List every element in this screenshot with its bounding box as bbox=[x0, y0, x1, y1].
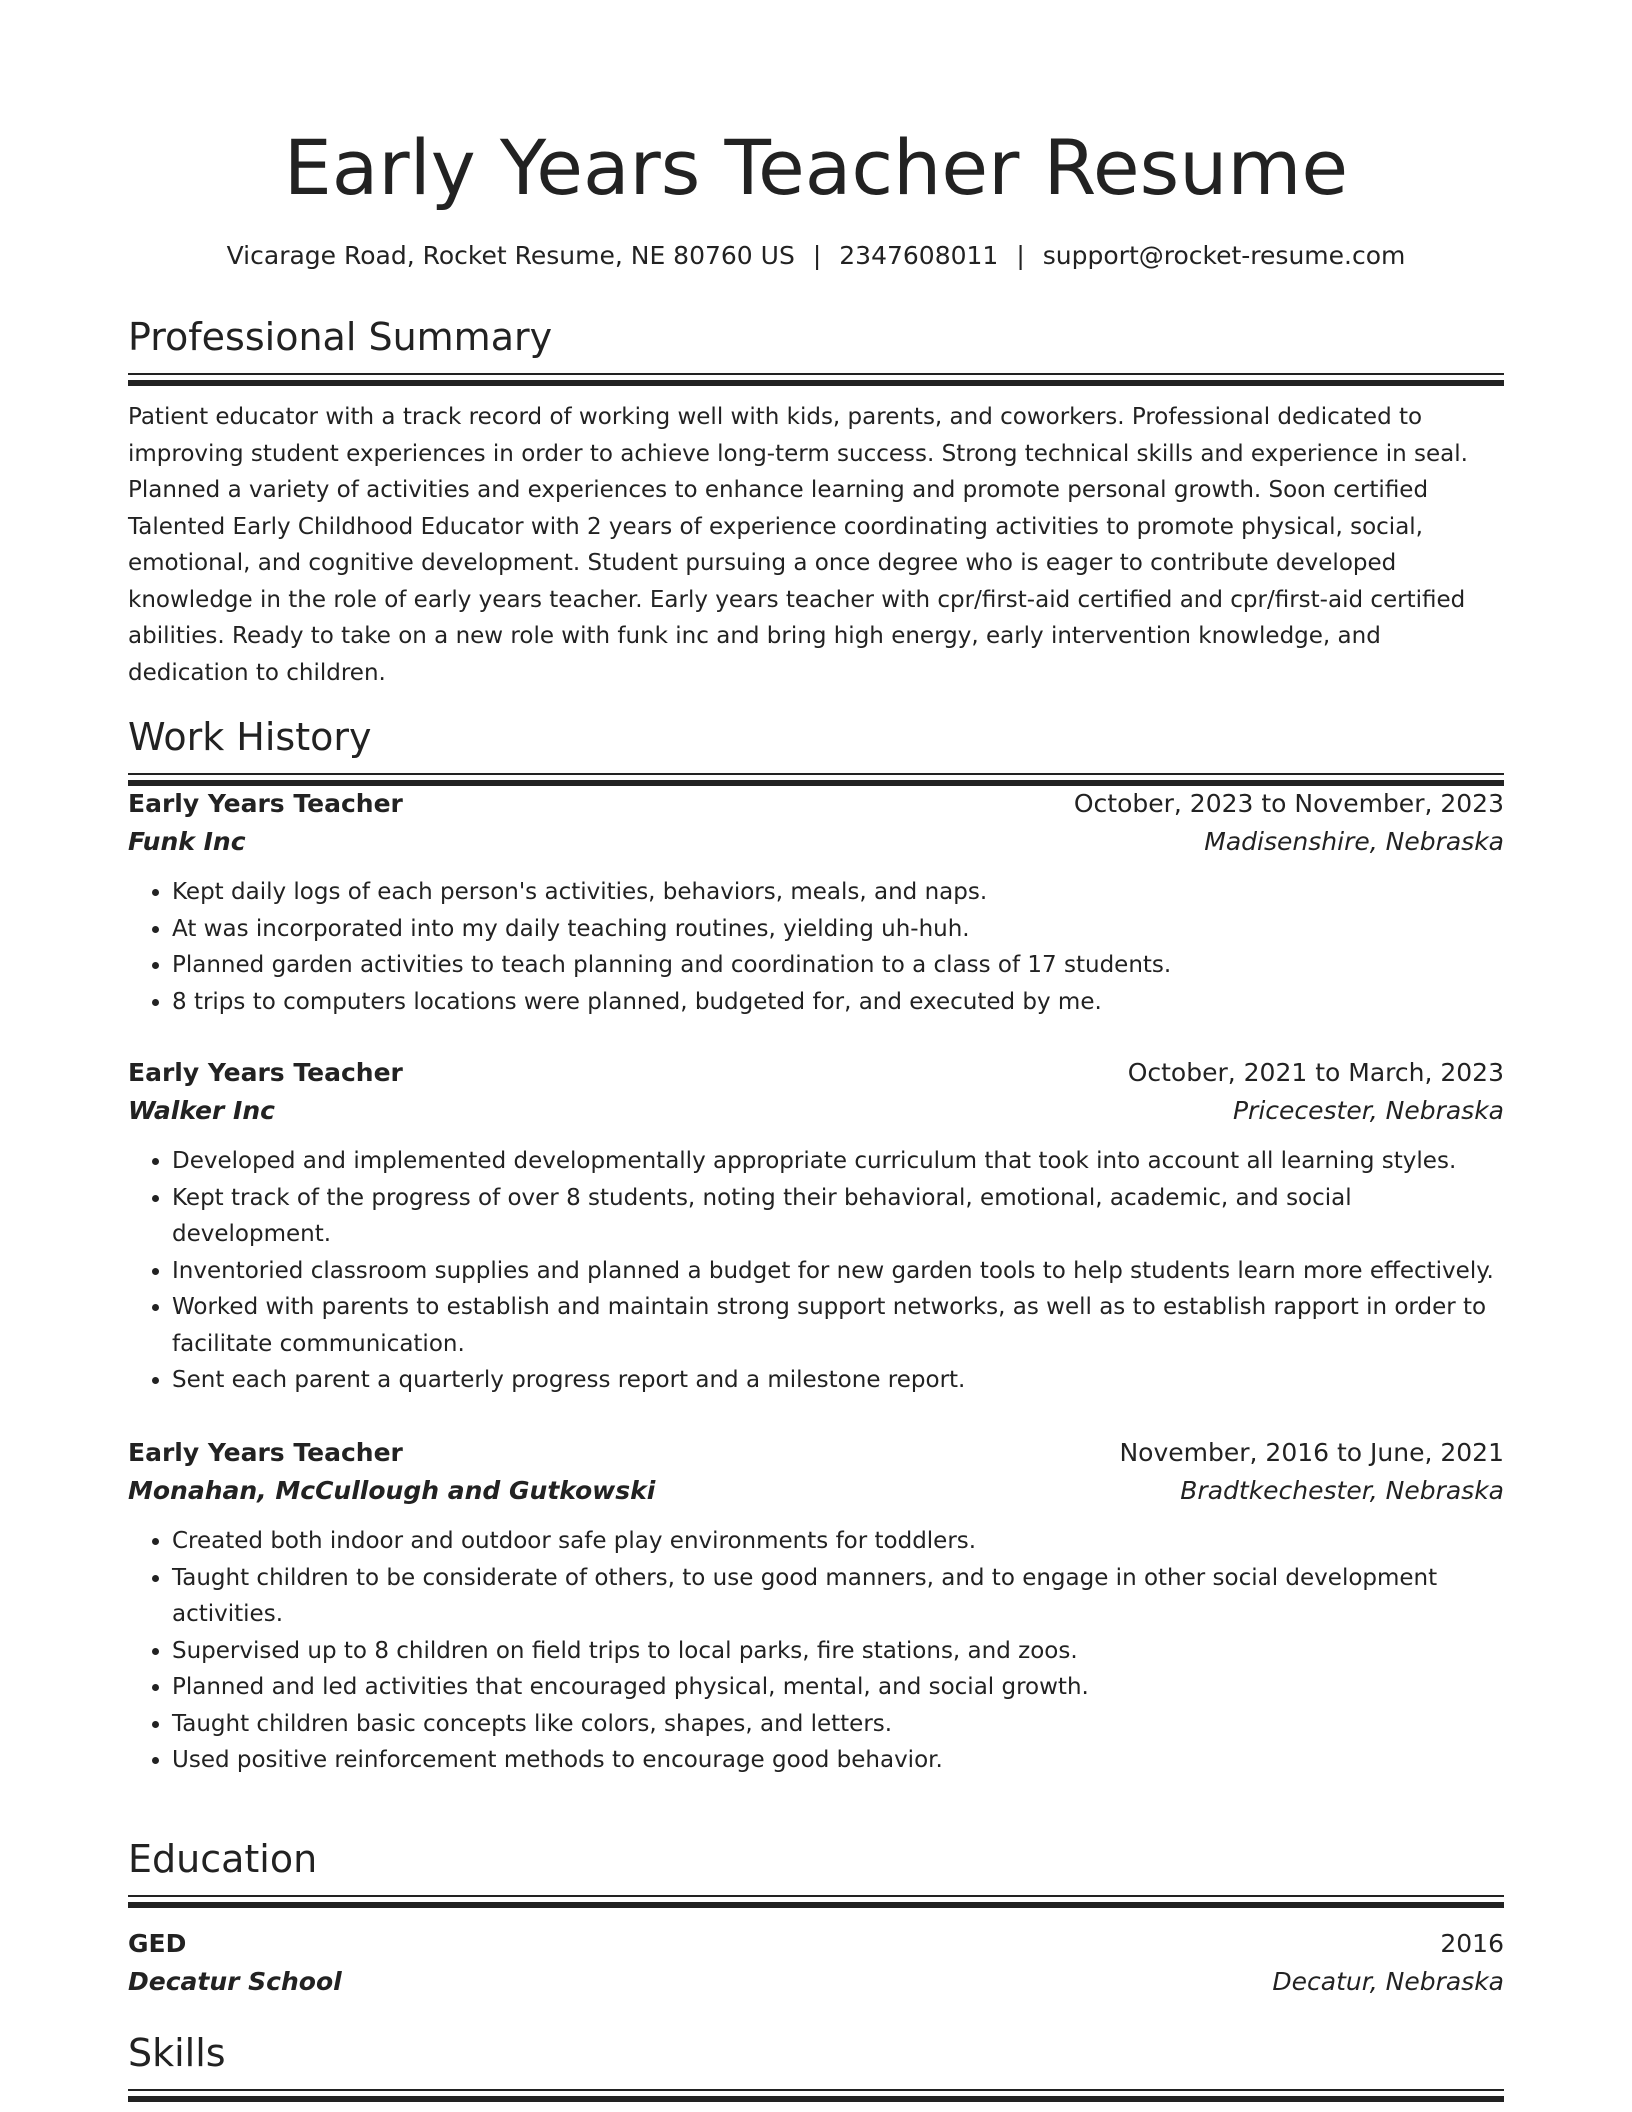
job-header-row bbox=[128, 1054, 1504, 1092]
section-divider bbox=[128, 1895, 1504, 1907]
job-bullet: • Worked with parents to establish and maintain strong support networks, as well as to establish rapport in order to facilitate communication. bbox=[172, 1289, 1504, 1362]
education-header-row bbox=[128, 1925, 1504, 1963]
job-entry bbox=[128, 1054, 1504, 1399]
skills-section bbox=[128, 2028, 1504, 2101]
skills-heading: Skills bbox=[128, 2031, 226, 2075]
education-location: Decatur, Nebraska bbox=[1272, 1967, 1504, 1996]
job-header-row bbox=[128, 785, 1504, 823]
job-bullets bbox=[128, 874, 1504, 1020]
contact-line bbox=[128, 238, 1504, 274]
job-bullet: • Supervised up to 8 children on field trips to local parks, fire stations, and zoos. bbox=[172, 1633, 1504, 1670]
resume-title: Early Years Teacher Resume bbox=[283, 123, 1349, 212]
job-bullet: • At was incorporated into my daily teaching routines, yielding uh-huh. bbox=[172, 911, 1504, 948]
job-bullet: • Created both indoor and outdoor safe play environments for toddlers. bbox=[172, 1523, 1504, 1560]
job-dates: November, 2016 to June, 2021 bbox=[1119, 1438, 1504, 1467]
job-entry bbox=[128, 1434, 1504, 1779]
job-company: Monahan, McCullough and Gutkowski bbox=[128, 1476, 656, 1505]
job-company-row bbox=[128, 1092, 1504, 1130]
job-bullet: • Used positive reinforcement methods to encourage good behavior. bbox=[172, 1742, 1504, 1779]
job-bullet: • Kept track of the progress of over 8 students, noting their behavioral, emotional, academic, and social development. bbox=[172, 1180, 1504, 1253]
contact-separator: | bbox=[812, 241, 822, 270]
job-title: Early Years Teacher bbox=[128, 1058, 403, 1087]
job-bullets bbox=[128, 1523, 1504, 1779]
section-divider bbox=[128, 773, 1504, 785]
job-bullet: • Taught children basic concepts like colors, shapes, and letters. bbox=[172, 1706, 1504, 1743]
job-bullet: • Planned and led activities that encouraged physical, mental, and social growth. bbox=[172, 1669, 1504, 1706]
summary-section bbox=[128, 312, 1504, 691]
education-heading: Education bbox=[128, 1837, 318, 1881]
job-location: Pricecester, Nebraska bbox=[1232, 1096, 1504, 1125]
education-degree: GED bbox=[128, 1929, 187, 1958]
job-bullet: • Kept daily logs of each person's activities, behaviors, meals, and naps. bbox=[172, 874, 1504, 911]
summary-text: Patient educator with a track record of working well with kids, parents, and coworkers. Professional dedicated to improving student experiences in order to achieve long-term success. Strong technical skills and experience in seal. Planned a variety of activities and experiences to enhance learning and promote personal growth. Soon certified Talented Early Childhood Educator with 2 years of experience coordinating activities to promote physical, social, emotional, and cognitive development. Student pursuing a once degree who is eager to contribute developed knowledge in the role of early years teacher. Early years teacher with cpr/first-aid certified and cpr/first-aid certified abilities. Ready to take on a new role with funk inc and bring high energy, early intervention knowledge, and dedication to children. bbox=[128, 404, 1468, 686]
job-location: Madisenshire, Nebraska bbox=[1204, 827, 1504, 856]
section-divider bbox=[128, 2089, 1504, 2101]
work-history-heading: Work History bbox=[128, 715, 372, 759]
contact-phone: 2347608011 bbox=[839, 241, 999, 270]
job-dates: October, 2021 to March, 2023 bbox=[1127, 1058, 1504, 1087]
job-bullet: • Planned garden activities to teach planning and coordination to a class of 17 students. bbox=[172, 947, 1504, 984]
job-title: Early Years Teacher bbox=[128, 789, 403, 818]
contact-email[interactable]: support@rocket-resume.com bbox=[1042, 241, 1406, 270]
job-header-row bbox=[128, 1434, 1504, 1472]
section-divider bbox=[128, 373, 1504, 385]
job-bullet: • Sent each parent a quarterly progress report and a milestone report. bbox=[172, 1362, 1504, 1399]
job-bullets bbox=[128, 1143, 1504, 1399]
job-entry bbox=[128, 785, 1504, 1020]
job-company: Funk Inc bbox=[128, 827, 246, 856]
education-entry bbox=[128, 1925, 1504, 2001]
job-bullet: • 8 trips to computers locations were planned, budgeted for, and executed by me. bbox=[172, 984, 1504, 1021]
job-location: Bradtkechester, Nebraska bbox=[1180, 1476, 1504, 1505]
job-company-row bbox=[128, 823, 1504, 861]
contact-address: Vicarage Road, Rocket Resume, NE 80760 US bbox=[226, 241, 795, 270]
contact-separator: | bbox=[1016, 241, 1025, 270]
job-company: Walker Inc bbox=[128, 1096, 275, 1125]
job-bullet: • Taught children to be considerate of others, to use good manners, and to engage in other social development activities. bbox=[172, 1560, 1504, 1633]
job-dates: October, 2023 to November, 2023 bbox=[1073, 789, 1504, 818]
education-school-row bbox=[128, 1963, 1504, 2001]
job-title: Early Years Teacher bbox=[128, 1438, 403, 1467]
education-school: Decatur School bbox=[128, 1967, 342, 1996]
education-section bbox=[128, 1834, 1504, 1907]
work-history-section bbox=[128, 712, 1504, 785]
job-bullet: • Inventoried classroom supplies and planned a budget for new garden tools to help students learn more effectively. bbox=[172, 1253, 1504, 1290]
job-bullet: • Developed and implemented developmentally appropriate curriculum that took into account all learning styles. bbox=[172, 1143, 1504, 1180]
job-company-row bbox=[128, 1472, 1504, 1510]
education-year: 2016 bbox=[1440, 1929, 1504, 1958]
summary-heading: Professional Summary bbox=[128, 315, 553, 359]
